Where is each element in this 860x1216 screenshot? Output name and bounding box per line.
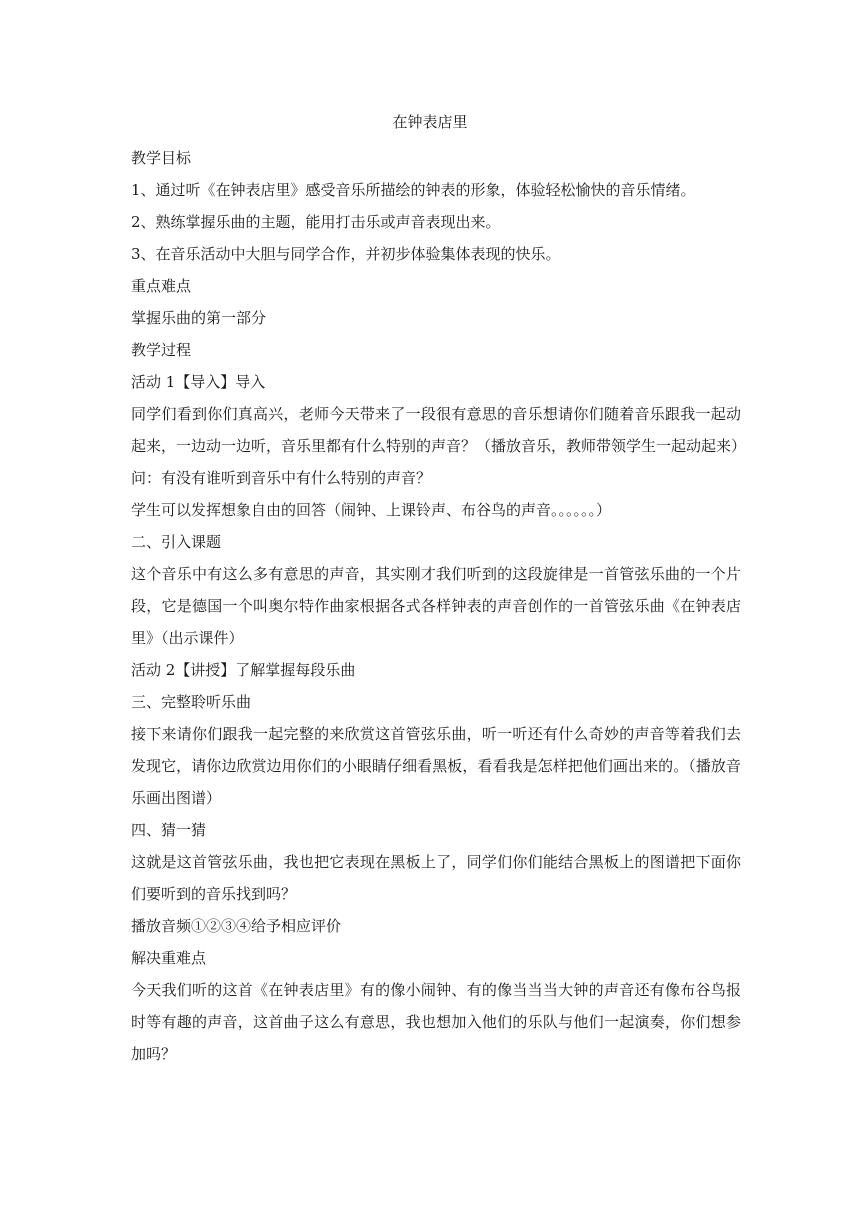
objective-item: 1、通过听《在钟表店里》感受音乐所描绘的钟表的形象，体验轻松愉快的音乐情绪。 bbox=[131, 181, 696, 199]
section-heading-objectives: 教学目标 bbox=[131, 149, 192, 167]
paragraph: 播放音频①②③④给予相应评价 bbox=[131, 917, 342, 935]
paragraph: 今天我们听的这首《在钟表店里》有的像小闹钟、有的像当当当大钟的声音还有像布谷鸟报时等有趣的声音，这首曲子这么有意思，我也想加入他们的乐队与他们一起演奏，你们想参加吗？ bbox=[131, 981, 741, 1063]
activity-heading: 活动 1【导入】导入 bbox=[131, 373, 266, 391]
paragraph: 接下来请你们跟我一起完整的来欣赏这首管弦乐曲，听一听还有什么奇妙的声音等着我们去发现它，请你边欣赏边用你们的小眼睛仔细看黑板，看看我是怎样把他们画出来的。（播放音乐画出图谱） bbox=[131, 725, 741, 807]
paragraph: 同学们看到你们真高兴，老师今天带来了一段很有意思的音乐想请你们随着音乐跟我一起动起来，一边动一边听，音乐里都有什么特别的声音？（播放音乐，教师带领学生一起动起来） bbox=[131, 405, 747, 455]
subsection-heading: 三、完整聆听乐曲 bbox=[131, 693, 252, 711]
section-heading-process: 教学过程 bbox=[131, 341, 192, 359]
section-heading-key-points: 重点难点 bbox=[131, 277, 192, 295]
document-body bbox=[131, 142, 747, 1070]
paragraph: 学生可以发挥想象自由的回答（闹钟、上课铃声、布谷鸟的声音。。。。。。） bbox=[131, 501, 612, 519]
subsection-heading: 四、猜一猜 bbox=[131, 821, 207, 839]
section-heading: 解决重难点 bbox=[131, 949, 207, 967]
paragraph: 问：有没有谁听到音乐中有什么特别的声音？ bbox=[131, 469, 432, 487]
document-title: 在钟表店里 bbox=[392, 113, 468, 131]
activity-heading: 活动 2【讲授】了解掌握每段乐曲 bbox=[131, 661, 356, 679]
paragraph: 掌握乐曲的第一部分 bbox=[131, 309, 267, 327]
objective-item: 3、在音乐活动中大胆与同学合作，并初步体验集体表现的快乐。 bbox=[131, 245, 561, 263]
paragraph: 这就是这首管弦乐曲，我也把它表现在黑板上了，同学们你们能结合黑板上的图谱把下面你们要听到的音乐找到吗？ bbox=[131, 853, 741, 903]
subsection-heading: 二、引入课题 bbox=[131, 533, 222, 551]
objective-item: 2、熟练掌握乐曲的主题，能用打击乐或声音表现出来。 bbox=[131, 213, 501, 231]
paragraph: 这个音乐中有这么多有意思的声音，其实刚才我们听到的这段旋律是一首管弦乐曲的一个片段，它是德国一个叫奥尔特作曲家根据各式各样钟表的声音创作的一首管弦乐曲《在钟表店里》（出示课件） bbox=[131, 565, 741, 647]
